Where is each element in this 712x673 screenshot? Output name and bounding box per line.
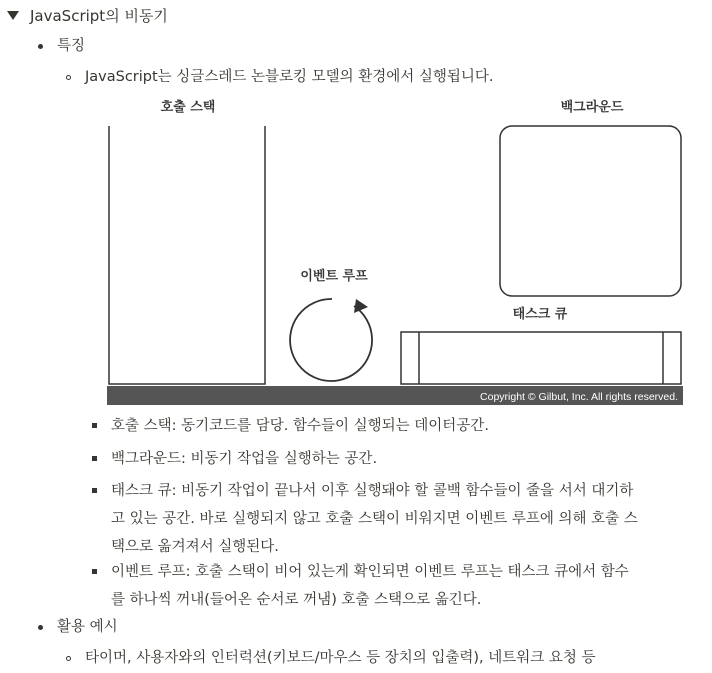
detail-line: 이벤트 루프: 호출 스택이 비어 있는게 확인되면 이벤트 루프는 태스크 큐에서 함수 — [111, 564, 629, 580]
detail-item-background — [92, 445, 702, 473]
detail-line: 고 있는 공간. 바로 실행되지 않고 호출 스택이 비워지면 이벤트 루프에 의해 호출 스 — [111, 511, 638, 527]
detail-line: 호출 스택: 동기코드를 담당. 함수들이 실행되는 데이터공간. — [111, 418, 489, 434]
detail-item-event-loop — [92, 558, 702, 614]
features-label: 특징 — [57, 38, 86, 54]
usage-example: 타이머, 사용자와의 인터럭션(키보드/마우스 등 장치의 입출력), 네트워크 요청 등 — [85, 650, 596, 666]
call-stack-box — [109, 126, 265, 384]
detail-line: 백그라운드: 비동기 작업을 실행하는 공간. — [111, 451, 378, 467]
list-item-features — [38, 33, 85, 59]
background-box — [500, 126, 681, 296]
bullet-disc — [38, 625, 43, 630]
detail-line: 를 하나씩 꺼내(들어온 순서로 꺼냄) 호출 스택으로 옮긴다. — [111, 592, 482, 608]
bullet-square — [92, 488, 97, 493]
bullet-circle — [66, 75, 71, 80]
bullet-square — [92, 456, 97, 461]
usage-label: 활용 예시 — [57, 619, 118, 635]
bullet-square — [92, 423, 97, 428]
bullet-square — [92, 569, 97, 574]
bullet-circle — [66, 656, 71, 661]
list-item-usage-example — [66, 644, 596, 672]
bullet-disc — [38, 44, 43, 49]
event-loop-diagram — [104, 94, 688, 408]
task-queue-label: 태스크 큐 — [512, 307, 568, 322]
detail-item-call-stack — [92, 412, 702, 440]
list-item-usage — [38, 614, 118, 640]
event-loop-label: 이벤트 루프 — [300, 269, 368, 284]
call-stack-label: 호출 스택 — [160, 100, 216, 115]
list-item-summary — [66, 63, 494, 91]
detail-item-task-queue — [92, 477, 702, 561]
detail-line: 태스크 큐: 비동기 작업이 끝나서 이후 실행돼야 할 콜백 함수들이 줄을 서서 대기하 — [111, 483, 634, 499]
circular-arrow-icon — [290, 299, 372, 381]
copyright-text: Copyright © Gilbut, Inc. All rights reserved. — [480, 391, 678, 403]
features-summary: JavaScript는 싱글스레드 논블로킹 모델의 환경에서 실행됩니다. — [85, 69, 494, 85]
triangle-down-icon[interactable] — [6, 8, 20, 22]
detail-line: 택으로 옮겨져서 실행된다. — [111, 539, 279, 555]
background-label: 백그라운드 — [560, 100, 624, 115]
toggle-header[interactable] — [6, 4, 168, 26]
task-queue-box — [401, 332, 681, 384]
toggle-title: JavaScript의 비동기 — [30, 6, 168, 25]
